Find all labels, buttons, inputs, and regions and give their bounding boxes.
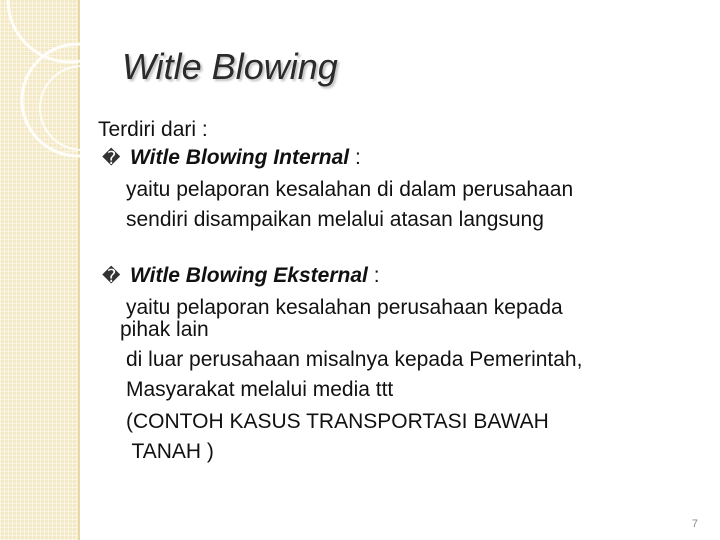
- bullet-external-line: yaitu pelaporan kesalahan perusahaan kepada: [126, 296, 563, 319]
- bullet-external-line: TANAH ): [126, 440, 214, 463]
- box-bullet-icon: �: [102, 266, 121, 286]
- page-number: 7: [691, 518, 698, 530]
- bullet-external-heading: Witle Blowing Eksternal: [130, 264, 368, 287]
- intro-text: Terdiri dari :: [98, 118, 208, 141]
- bullet-external-line: pihak lain: [120, 318, 209, 341]
- bullet-internal-colon: :: [349, 146, 361, 169]
- decorative-rings: [0, 0, 200, 200]
- bullet-external-line: (CONTOH KASUS TRANSPORTASI BAWAH: [126, 410, 549, 433]
- bullet-internal-heading: Witle Blowing Internal: [130, 146, 350, 169]
- bullet-external-heading-line: [130, 264, 380, 288]
- bullet-internal-line: sendiri disampaikan melalui atasan langsung: [126, 208, 544, 231]
- bullet-external-line: Masyarakat melalui media ttt: [126, 378, 394, 401]
- slide-title: Witle Blowing: [122, 46, 338, 87]
- bullet-internal-line: yaitu pelaporan kesalahan di dalam perusahaan: [126, 178, 574, 201]
- bullet-external-colon: :: [367, 264, 380, 287]
- bullet-external-line: di luar perusahaan misalnya kepada Pemerintah,: [126, 348, 583, 371]
- box-bullet-icon: �: [102, 148, 121, 168]
- bullet-internal-heading-line: [130, 146, 361, 170]
